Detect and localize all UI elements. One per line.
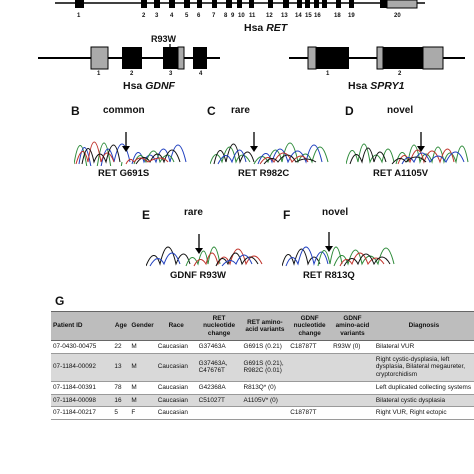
- ret-exon-5-label: 5: [185, 13, 189, 19]
- ret-exon-19-label: 19: [348, 13, 355, 19]
- ret-exon-9-label: 9: [231, 13, 235, 19]
- header-gdnf-amino-acid: GDNF amino-acid variants: [331, 312, 374, 341]
- panel-b-title: common: [103, 105, 145, 116]
- cell-gender: M: [129, 341, 155, 354]
- table-header-row: [51, 312, 474, 341]
- cell-age: 13: [112, 353, 129, 381]
- cell-diagnosis: Left duplicated collecting systems: [374, 381, 474, 394]
- cell-age: 22: [112, 341, 129, 354]
- cell-diagnosis: Right cystic-dysplasia, left dysplasia, Bilateral megaureter, cryptorchidism: [374, 353, 474, 381]
- table-row: [51, 341, 474, 354]
- ret-exon-16-label: 16: [314, 13, 321, 19]
- gdnf-exon-3-label: 3: [169, 71, 173, 77]
- panel-d-letter: D: [345, 104, 354, 118]
- cell-patient-id: 07-1184-00391: [51, 381, 112, 394]
- table-row: [51, 394, 474, 407]
- panel-d-chromatogram: [346, 118, 472, 166]
- panel-g-letter: G: [55, 294, 65, 308]
- cell-race: Caucasian: [156, 407, 197, 420]
- cell-gdnf-nucleotide: [288, 394, 331, 407]
- table-row: [51, 353, 474, 381]
- ret-exon-3-label: 3: [155, 13, 159, 19]
- ret-exon-2-label: 2: [142, 13, 146, 19]
- ret-exon-11-label: 11: [249, 13, 256, 19]
- spry1-label-prefix: Hsa: [348, 80, 371, 92]
- spry1-label-gene: SPRY1: [370, 80, 405, 92]
- header-age: Age: [112, 312, 129, 341]
- panel-d-variant: RET A1105V: [373, 168, 429, 179]
- ret-gene-structure: [0, 0, 474, 34]
- cell-ret-amino-acid: [242, 407, 289, 420]
- cell-ret-amino-acid: R813Q* (0): [242, 381, 289, 394]
- header-patient-id: Patient ID: [51, 312, 112, 341]
- ret-exon-6-label: 6: [197, 13, 201, 19]
- cell-gender: M: [129, 394, 155, 407]
- gdnf-gene-structure: [0, 44, 250, 74]
- spry1-gene-structure: [280, 44, 474, 74]
- cell-ret-nucleotide: G37463A: [197, 341, 242, 354]
- header-race: Race: [156, 312, 197, 341]
- ret-exon-10-label: 10: [238, 13, 245, 19]
- panel-d-title: novel: [387, 105, 414, 116]
- cell-gdnf-amino-acid: [331, 353, 374, 381]
- ret-exon-7-label: 7: [212, 13, 216, 19]
- cell-race: Caucasian: [156, 394, 197, 407]
- cell-patient-id: 07-1184-00092: [51, 353, 112, 381]
- ret-exon-8-label: 8: [224, 13, 228, 19]
- cell-ret-amino-acid: G691S (0.21), R982C (0.01): [242, 353, 289, 381]
- patient-variant-table: [51, 311, 474, 420]
- cell-patient-id: 07-0430-00475: [51, 341, 112, 354]
- gdnf-gene-label: [123, 80, 175, 92]
- panel-e-title: rare: [184, 207, 203, 218]
- cell-gdnf-nucleotide: C18787T: [288, 341, 331, 354]
- cell-gdnf-nucleotide: [288, 381, 331, 394]
- header-gdnf-nucleotide: GDNF nucleotide change: [288, 312, 331, 341]
- gdnf-mutation-label: R93W: [151, 34, 177, 44]
- panel-f-letter: F: [283, 208, 291, 222]
- table-row: [51, 381, 474, 394]
- cell-patient-id: 07-1184-00217: [51, 407, 112, 420]
- table-row: [51, 407, 474, 420]
- panel-e-variant: GDNF R93W: [170, 270, 226, 281]
- panel-c-title: rare: [231, 105, 250, 116]
- panel-b-letter: B: [71, 104, 80, 118]
- panel-b-chromatogram: [74, 118, 194, 166]
- spry1-gene-label: [348, 80, 404, 92]
- gdnf-exon-4-label: 4: [199, 71, 203, 77]
- panel-c-chromatogram: [210, 118, 334, 166]
- cell-ret-amino-acid: G691S (0.21): [242, 341, 289, 354]
- panel-c-variant: RET R982C: [238, 168, 290, 179]
- ret-exon-20-label: 20: [394, 13, 401, 19]
- cell-diagnosis: Bilateral cystic dysplasia: [374, 394, 474, 407]
- cell-diagnosis: Right VUR, Right ectopic: [374, 407, 474, 420]
- gdnf-exon-2-label: 2: [130, 71, 134, 77]
- cell-age: 16: [112, 394, 129, 407]
- spry1-exon-2-label: 2: [398, 71, 402, 77]
- cell-race: Caucasian: [156, 353, 197, 381]
- panel-e-chromatogram: [146, 220, 264, 268]
- panel-b-variant: RET G691S: [98, 168, 150, 179]
- header-gender: Gender: [129, 312, 155, 341]
- ret-exon-15-label: 15: [305, 13, 312, 19]
- ret-exon-1-label: 1: [77, 13, 81, 19]
- cell-age: 5: [112, 407, 129, 420]
- cell-ret-amino-acid: A1105V* (0): [242, 394, 289, 407]
- cell-gdnf-amino-acid: [331, 394, 374, 407]
- gdnf-exon-1-label: 1: [97, 71, 101, 77]
- cell-race: Caucasian: [156, 341, 197, 354]
- ret-gene-label: [244, 22, 287, 34]
- cell-age: 78: [112, 381, 129, 394]
- spry1-exon-1-label: 1: [326, 71, 330, 77]
- ret-exon-12-label: 12: [266, 13, 273, 19]
- ret-label-gene: RET: [266, 22, 288, 34]
- cell-gdnf-amino-acid: [331, 407, 374, 420]
- panel-f-variant: RET R813Q: [303, 270, 355, 281]
- cell-ret-nucleotide: [197, 407, 242, 420]
- cell-ret-nucleotide: G37463A, C47676T: [197, 353, 242, 381]
- panel-c-letter: C: [207, 104, 216, 118]
- panel-f-title: novel: [322, 207, 349, 218]
- ret-exon-14-label: 14: [295, 13, 302, 19]
- cell-diagnosis: Bilateral VUR: [374, 341, 474, 354]
- cell-ret-nucleotide: C51027T: [197, 394, 242, 407]
- cell-patient-id: 07-1184-00098: [51, 394, 112, 407]
- ret-exon-18-label: 18: [334, 13, 341, 19]
- cell-gdnf-amino-acid: R93W (0): [331, 341, 374, 354]
- panel-f-chromatogram: [282, 220, 402, 268]
- cell-gender: M: [129, 353, 155, 381]
- cell-gdnf-nucleotide: C18787T: [288, 407, 331, 420]
- ret-label-prefix: Hsa: [244, 22, 267, 34]
- panel-e-letter: E: [142, 208, 151, 222]
- ret-exon-13-label: 13: [281, 13, 288, 19]
- header-diagnosis: Diagnosis: [374, 312, 474, 341]
- cell-gender: M: [129, 381, 155, 394]
- gdnf-label-prefix: Hsa: [123, 80, 146, 92]
- ret-exon-4-label: 4: [170, 13, 174, 19]
- cell-ret-nucleotide: G42368A: [197, 381, 242, 394]
- header-ret-amino-acid: RET amino-acid variants: [242, 312, 289, 341]
- cell-gdnf-amino-acid: [331, 381, 374, 394]
- gdnf-label-gene: GDNF: [145, 80, 175, 92]
- cell-gdnf-nucleotide: [288, 353, 331, 381]
- cell-race: Caucasian: [156, 381, 197, 394]
- cell-gender: F: [129, 407, 155, 420]
- header-ret-nucleotide: RET nucleotide change: [197, 312, 242, 341]
